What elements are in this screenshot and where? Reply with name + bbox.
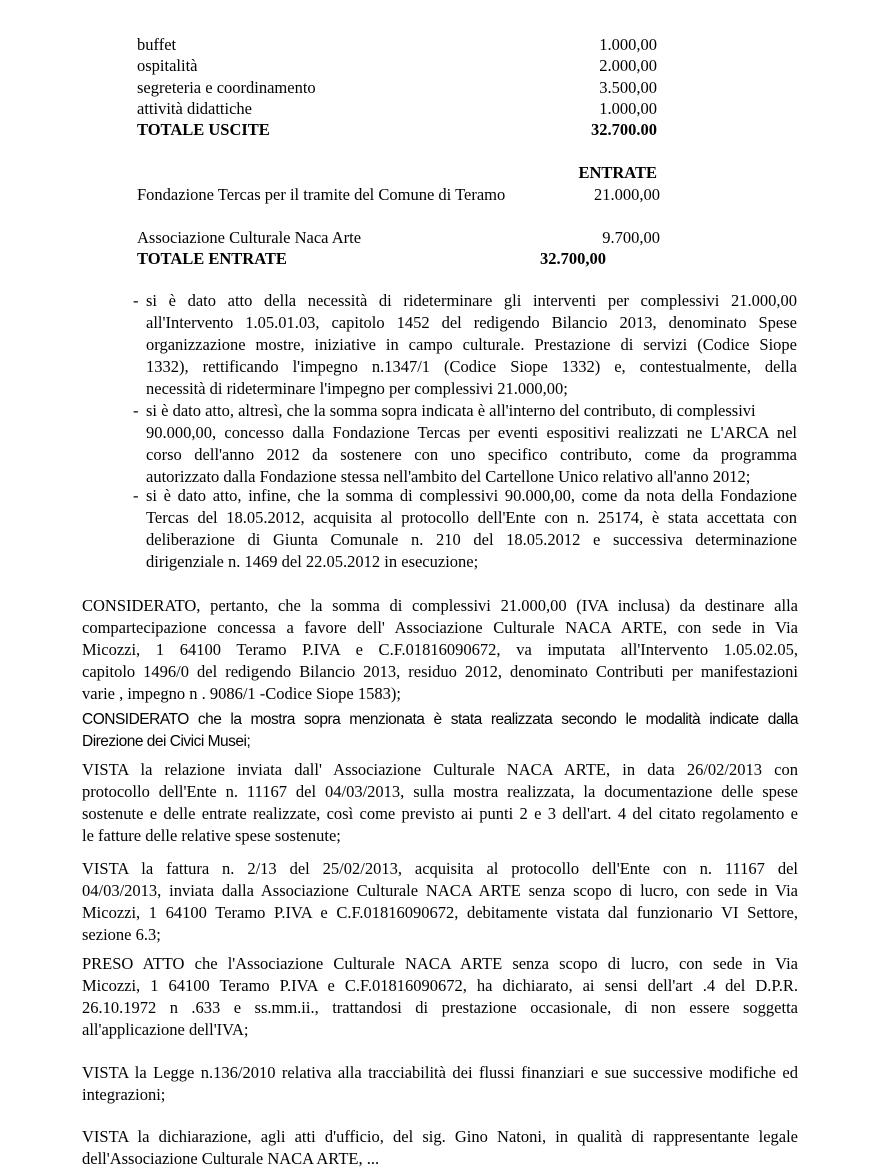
paragraph-considerato-2 xyxy=(82,709,798,753)
text-line: all'applicazione dell'IVA; xyxy=(82,1020,249,1039)
text-line: VISTA la Legge n.136/2010 relativa alla tracciabilità dei flussi finanziari e sue successive modifiche ed xyxy=(82,1063,798,1082)
uscite-label: attività didattiche xyxy=(137,99,253,118)
uscite-row xyxy=(137,77,657,98)
text-line: le fatture delle relative spese sostenute; xyxy=(82,826,341,845)
entrate-heading: ENTRATE xyxy=(578,163,657,182)
bullet-dash: - xyxy=(133,291,139,310)
text-line: Tercas del 18.05.2012, acquisita al protocollo dell'Ente con n. 25174, è stata accettata con xyxy=(146,508,797,527)
text-line: varie , impegno n . 9086/1 -Codice Siope 1583); xyxy=(82,684,401,703)
text-line: Micozzi, 1 64100 Teramo P.IVA e C.F.01816090672, va imputata all'Intervento 1.05.02.05, xyxy=(82,640,798,659)
text-line: 04/03/2013, inviata dalla Associazione Culturale NACA ARTE senza scopo di lucro, con sede in Via xyxy=(82,881,798,900)
uscite-value: 1.000,00 xyxy=(599,35,657,54)
text-line: si è dato atto della necessità di rideterminare gli interventi per complessivi 21.000,00 xyxy=(146,291,797,310)
text-line: autorizzato dalla Fondazione stessa nell'ambito del Cartellone Unico relativo all'anno 2012; xyxy=(146,467,751,486)
text-line: corso dell'anno 2012 da sostenere con uno specifico contributo, come da programma xyxy=(146,445,797,464)
entrate-value: 21.000,00 xyxy=(594,185,660,204)
text-line: si è dato atto, infine, che la somma di complessivi 90.000,00, come da nota della Fondazione xyxy=(146,486,797,505)
entrate-total-value: 32.700,00 xyxy=(540,249,606,268)
uscite-value: 3.500,00 xyxy=(599,78,657,97)
text-line: Direzione dei Civici Musei; xyxy=(82,733,251,750)
entrate-value: 9.700,00 xyxy=(602,228,660,247)
text-line: 90.000,00, concesso dalla Fondazione Tercas per eventi espositivi realizzati ne L'ARCA nel xyxy=(146,423,797,442)
bullet-item xyxy=(133,400,797,488)
text-line: Micozzi, 1 64100 Teramo P.IVA e C.F.01816090672, debitamente vistata dal funzionario VI Settore, xyxy=(82,903,798,922)
text-line: all'Intervento 1.05.01.03, capitolo 1452 del redigendo Bilancio 2013, denominato Spese xyxy=(146,313,797,332)
text-line: integrazioni; xyxy=(82,1085,166,1104)
entrate-label: Associazione Culturale Naca Arte xyxy=(137,228,362,247)
text-line: si è dato atto, altresì, che la somma sopra indicata è all'interno del contributo, di complessivi xyxy=(146,401,756,420)
uscite-row xyxy=(137,34,657,55)
paragraph-vista-dichiarazione xyxy=(82,1126,798,1170)
text-line: VISTA la relazione inviata dall' Associazione Culturale NACA ARTE, in data 26/02/2013 con xyxy=(82,760,798,779)
entrate-heading-row xyxy=(137,162,657,183)
bullet-dash: - xyxy=(133,401,139,420)
uscite-row xyxy=(137,55,657,76)
text-line: necessità di rideterminare l'impegno per complessivi 21.000,00; xyxy=(146,379,568,398)
bullet-dash: - xyxy=(133,486,139,505)
entrate-row xyxy=(137,184,660,205)
text-line: dirigenziale n. 1469 del 22.05.2012 in esecuzione; xyxy=(146,552,479,571)
text-line: organizzazione mostre, iniziative in campo culturale. Prestazione di servizi (Codice Siope xyxy=(146,335,797,354)
bullet-item xyxy=(133,290,797,400)
text-line: 1332), rettificando l'impegno n.1347/1 (Codice Siope 1332) e, contestualmente, della xyxy=(146,357,797,376)
uscite-value: 2.000,00 xyxy=(599,56,657,75)
text-line: PRESO ATTO che l'Associazione Culturale NACA ARTE senza scopo di lucro, con sede in Via xyxy=(82,954,798,973)
bullet-text xyxy=(146,290,797,400)
paragraph-considerato-1 xyxy=(82,595,798,705)
uscite-row xyxy=(137,98,657,119)
bullet-text xyxy=(146,400,797,488)
text-line: VISTA la dichiarazione, agli atti d'ufficio, del sig. Gino Natoni, in qualità di rappresentante legale xyxy=(82,1127,798,1146)
text-line: Micozzi, 1 64100 Teramo P.IVA e C.F.01816090672, ha dichiarato, ai sensi dell'art .4 del D.P.R. xyxy=(82,976,798,995)
text-line: sostenute e delle entrate realizzate, così come previsto ai punti 2 e 3 dell'art. 4 del citato regolamento e xyxy=(82,804,798,823)
text-line: compartecipazione concessa a favore dell' Associazione Culturale NACA ARTE, con sede in Via xyxy=(82,618,798,637)
text-line: deliberazione di Giunta Comunale n. 210 del 18.05.2012 e successiva determinazione xyxy=(146,530,797,549)
text-line: CONSIDERATO, pertanto, che la somma di complessivi 21.000,00 (IVA inclusa) da destinare alla xyxy=(82,596,798,615)
entrate-row xyxy=(137,227,660,248)
uscite-label: buffet xyxy=(137,35,177,54)
paragraph-vista-fattura xyxy=(82,858,798,946)
text-line: 26.10.1972 n .633 e ss.mm.ii., trattandosi di prestazione occasionale, di non essere soggetta xyxy=(82,998,798,1017)
uscite-value: 1.000,00 xyxy=(599,99,657,118)
paragraph-vista-legge xyxy=(82,1062,798,1106)
text-line: dell'Associazione Culturale NACA ARTE, ... xyxy=(82,1149,380,1168)
uscite-label: segreteria e coordinamento xyxy=(137,78,316,97)
entrate-label: Fondazione Tercas per il tramite del Comune di Teramo xyxy=(137,185,506,204)
bullet-item xyxy=(133,485,797,573)
text-line: VISTA la fattura n. 2/13 del 25/02/2013, acquisita al protocollo dell'Ente con n. 11167 del xyxy=(82,859,798,878)
text-line: CONSIDERATO che la mostra sopra menzionata è stata realizzata secondo le modalità indicate dalla xyxy=(82,711,798,728)
paragraph-vista-relazione xyxy=(82,759,798,847)
uscite-total-label: TOTALE USCITE xyxy=(137,120,270,139)
uscite-label: ospitalità xyxy=(137,56,198,75)
text-line: protocollo dell'Ente n. 11167 del 04/03/2013, sulla mostra realizzata, la documentazione delle spese xyxy=(82,782,798,801)
text-line: capitolo 1496/0 del redigendo Bilancio 2013, residuo 2012, denominato Contributi per manifestazioni xyxy=(82,662,798,681)
entrate-total-row xyxy=(137,248,606,269)
entrate-total-label: TOTALE ENTRATE xyxy=(137,249,287,268)
uscite-total-row xyxy=(137,119,657,140)
uscite-total-value: 32.700.00 xyxy=(591,120,657,139)
bullet-text xyxy=(146,485,797,573)
paragraph-preso-atto xyxy=(82,953,798,1041)
text-line: sezione 6.3; xyxy=(82,925,161,944)
